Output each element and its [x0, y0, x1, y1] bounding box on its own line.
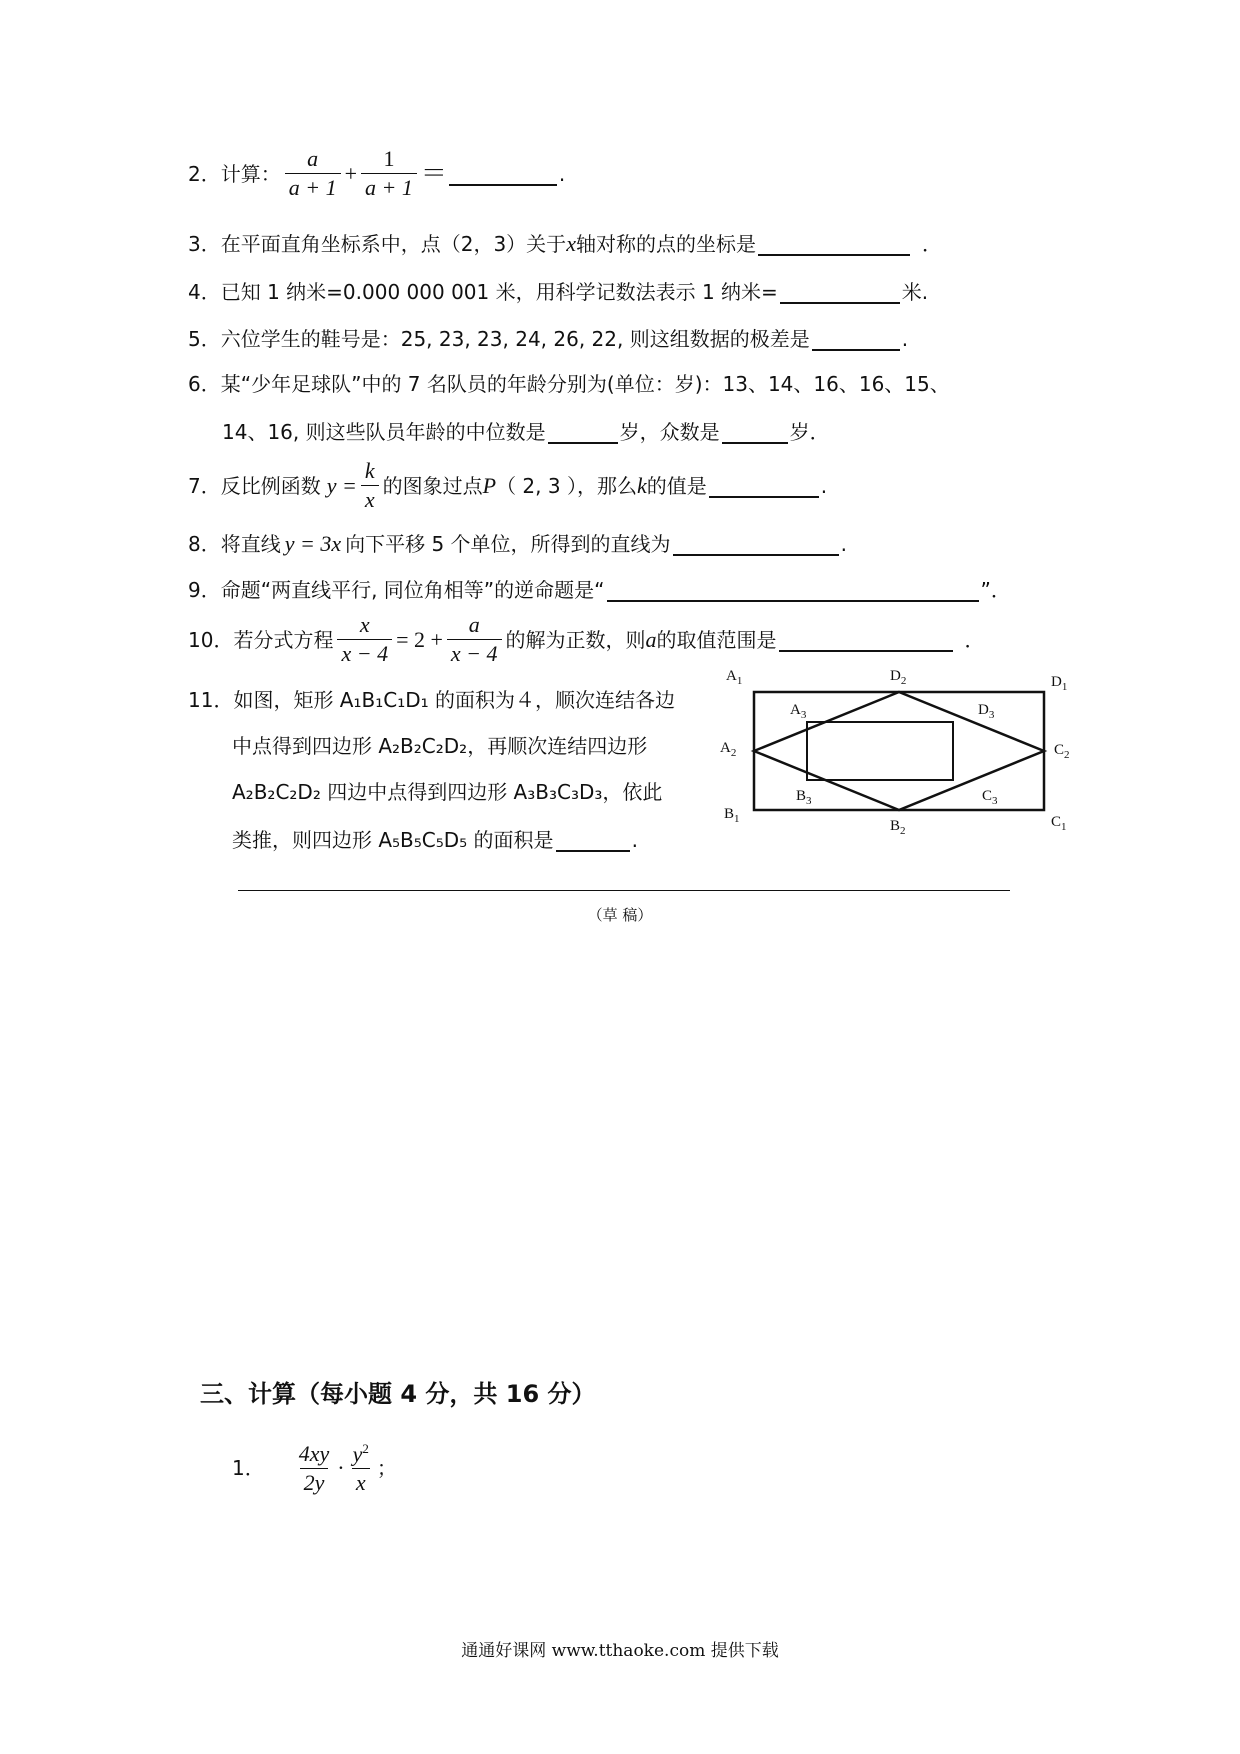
label-subscript: 1 — [1061, 681, 1068, 693]
question-text: 米. — [901, 280, 929, 304]
label-d3 — [978, 702, 994, 721]
question-text: 向下平移 5 个单位，所得到的直线为 — [345, 532, 671, 556]
label-b3 — [796, 788, 812, 807]
question-number: 2． — [188, 161, 221, 186]
label-letter: C — [1051, 814, 1062, 830]
question-10 — [188, 614, 985, 665]
label-subscript: 3 — [800, 709, 807, 721]
question-11-line-2 — [232, 736, 647, 756]
denominator: x − 4 — [447, 639, 502, 665]
question-text: 中点得到四边形 A₂B₂C₂D₂，再顺次连结四边形 — [232, 734, 648, 758]
math-expression: y = 3x — [284, 531, 342, 556]
denominator: a + 1 — [285, 173, 341, 199]
label-letter: B — [890, 818, 901, 834]
section-3-heading: 三、计算（每小题 4 分，共 16 分） — [200, 1380, 596, 1408]
label-subscript: 2 — [1064, 749, 1070, 761]
label-subscript: 1 — [734, 813, 740, 825]
question-6-line-2 — [222, 420, 830, 444]
numerator — [349, 1442, 373, 1468]
answer-blank[interactable] — [709, 474, 819, 498]
question-text: 的取值范围是 — [656, 627, 777, 652]
label-letter: B — [796, 788, 807, 804]
fraction — [295, 1440, 334, 1495]
answer-blank[interactable] — [722, 420, 788, 444]
punctuation: ． — [921, 232, 942, 256]
equals-sign: ＝ — [420, 158, 447, 188]
label-subscript: 3 — [988, 709, 995, 721]
label-letter: D — [978, 702, 989, 718]
numerator: a — [468, 612, 480, 637]
fraction — [349, 1442, 373, 1494]
denominator: 2y — [300, 1468, 329, 1494]
fraction — [361, 460, 379, 511]
label-letter: B — [724, 806, 735, 822]
punctuation: ”． — [980, 578, 1011, 602]
question-text: 5．六位学生的鞋号是：25, 23, 23, 24, 26, 22, 则这组数据的极差是 — [188, 327, 810, 351]
question-11-line-4 — [232, 828, 638, 852]
math-expression: = 2 + — [396, 626, 443, 652]
label-subscript: 1 — [736, 675, 743, 687]
label-d2 — [890, 668, 906, 687]
label-b2 — [890, 818, 906, 837]
question-text: 3．在平面直角坐标系中，点（2，3）关于 — [188, 232, 567, 256]
label-letter: D — [1051, 674, 1062, 690]
label-letter: C — [982, 788, 993, 804]
question-number: 1． — [232, 1456, 265, 1481]
numerator: x — [359, 612, 370, 637]
question-text: 7．反比例函数 — [188, 473, 321, 498]
question-text: 类推，则四边形 A₅B₅C₅D₅ 的面积是 — [232, 828, 554, 852]
answer-blank[interactable] — [673, 532, 839, 556]
question-3 — [188, 232, 942, 256]
math-variable: x — [566, 231, 576, 256]
denominator: x — [361, 485, 379, 511]
question-label: 计算： — [220, 161, 281, 186]
question-text: 8．将直线 — [188, 532, 281, 556]
question-9 — [188, 578, 1011, 602]
question-text: 的图象过点 — [382, 473, 483, 498]
label-letter: C — [1054, 742, 1065, 758]
question-text: 岁，众数是 — [619, 420, 720, 444]
label-c3 — [982, 788, 998, 807]
answer-blank[interactable] — [758, 232, 910, 256]
question-text: 轴对称的点的坐标是 — [575, 232, 756, 256]
question-6-line-1 — [188, 374, 950, 394]
question-text: 10．若分式方程 — [188, 627, 334, 652]
question-text: 6．某“少年足球队”中的 7 名队员的年龄分别为(单位：岁)：13、14、16、16、15、 — [188, 372, 950, 396]
fraction — [337, 614, 392, 665]
fraction — [285, 148, 341, 199]
punctuation: . — [558, 161, 566, 186]
numerator: 1 — [383, 146, 395, 171]
label-subscript: 3 — [806, 795, 812, 807]
label-letter: A — [726, 668, 737, 684]
label-b1 — [724, 806, 740, 825]
punctuation: . — [631, 828, 638, 852]
answer-blank[interactable] — [607, 578, 979, 602]
question-text: 岁． — [789, 420, 830, 444]
fraction — [361, 148, 417, 199]
answer-blank[interactable] — [812, 327, 900, 351]
question-text: （ 2, 3 ），那么 — [496, 473, 637, 498]
punctuation: . — [840, 532, 847, 556]
denominator: x − 4 — [337, 639, 392, 665]
punctuation: ． — [964, 627, 985, 652]
question-text: 9．命题“两直线平行, 同位角相等”的逆命题是“ — [188, 578, 605, 602]
label-subscript: 1 — [1061, 821, 1067, 833]
section-3-question-1 — [232, 1442, 397, 1494]
rectangle-a3b3c3d3 — [807, 722, 953, 780]
math-variable: k — [636, 472, 647, 498]
label-subscript: 2 — [900, 675, 907, 687]
punctuation: ； — [376, 1456, 397, 1481]
plus-sign: + — [344, 160, 358, 186]
numerator-base: y — [352, 1441, 363, 1467]
label-d1 — [1051, 674, 1067, 693]
exponent: 2 — [362, 1441, 369, 1456]
punctuation: . — [820, 473, 828, 498]
label-a3 — [790, 702, 806, 721]
answer-blank[interactable] — [548, 420, 618, 444]
question-text: 的解为正数，则 — [505, 627, 646, 652]
label-letter: A — [790, 702, 801, 718]
label-c1 — [1051, 814, 1067, 833]
numerator: a — [307, 146, 319, 171]
label-c2 — [1054, 742, 1070, 761]
question-text: 11．如图，矩形 A₁B₁C₁D₁ 的面积为４，顺次连结各边 — [188, 688, 676, 712]
question-4 — [188, 280, 928, 304]
answer-blank[interactable] — [780, 280, 900, 304]
multiply-dot: · — [337, 1455, 345, 1481]
question-2 — [188, 148, 565, 199]
question-7 — [188, 460, 827, 511]
page-footer: 通通好课网 www.tthaoke.com 提供下载 — [461, 1641, 779, 1661]
label-subscript: 2 — [900, 825, 906, 837]
math-variable: a — [645, 626, 657, 652]
question-8 — [188, 532, 847, 556]
rectangle-figure — [720, 668, 1080, 858]
punctuation: . — [901, 327, 909, 351]
denominator: x — [352, 1468, 370, 1494]
math-expression: y = — [326, 472, 357, 498]
question-5 — [188, 327, 908, 351]
label-subscript: 3 — [992, 795, 998, 807]
answer-blank[interactable] — [449, 162, 557, 186]
denominator: a + 1 — [361, 173, 417, 199]
label-letter: A — [720, 740, 731, 756]
draft-divider — [238, 890, 1010, 891]
draft-label: （草 稿） — [587, 906, 653, 924]
question-11-line-1 — [188, 690, 675, 710]
fraction — [447, 614, 502, 665]
question-text: 的值是 — [646, 473, 707, 498]
question-text: 14、16, 则这些队员年龄的中位数是 — [222, 420, 546, 444]
numerator: 4xy — [298, 1440, 330, 1466]
math-variable: P — [482, 472, 497, 498]
question-text: 4．已知 1 纳米=0.000 000 001 米，用科学记数法表示 1 纳米= — [188, 280, 778, 304]
answer-blank[interactable] — [556, 828, 630, 852]
question-11-line-3 — [232, 782, 662, 802]
question-text: A₂B₂C₂D₂ 四边中点得到四边形 A₃B₃C₃D₃，依此 — [232, 780, 663, 804]
label-letter: D — [890, 668, 901, 684]
answer-blank[interactable] — [779, 628, 953, 652]
label-subscript: 2 — [730, 747, 737, 759]
label-a1 — [726, 668, 742, 687]
numerator: k — [364, 458, 375, 483]
label-a2 — [720, 740, 736, 759]
